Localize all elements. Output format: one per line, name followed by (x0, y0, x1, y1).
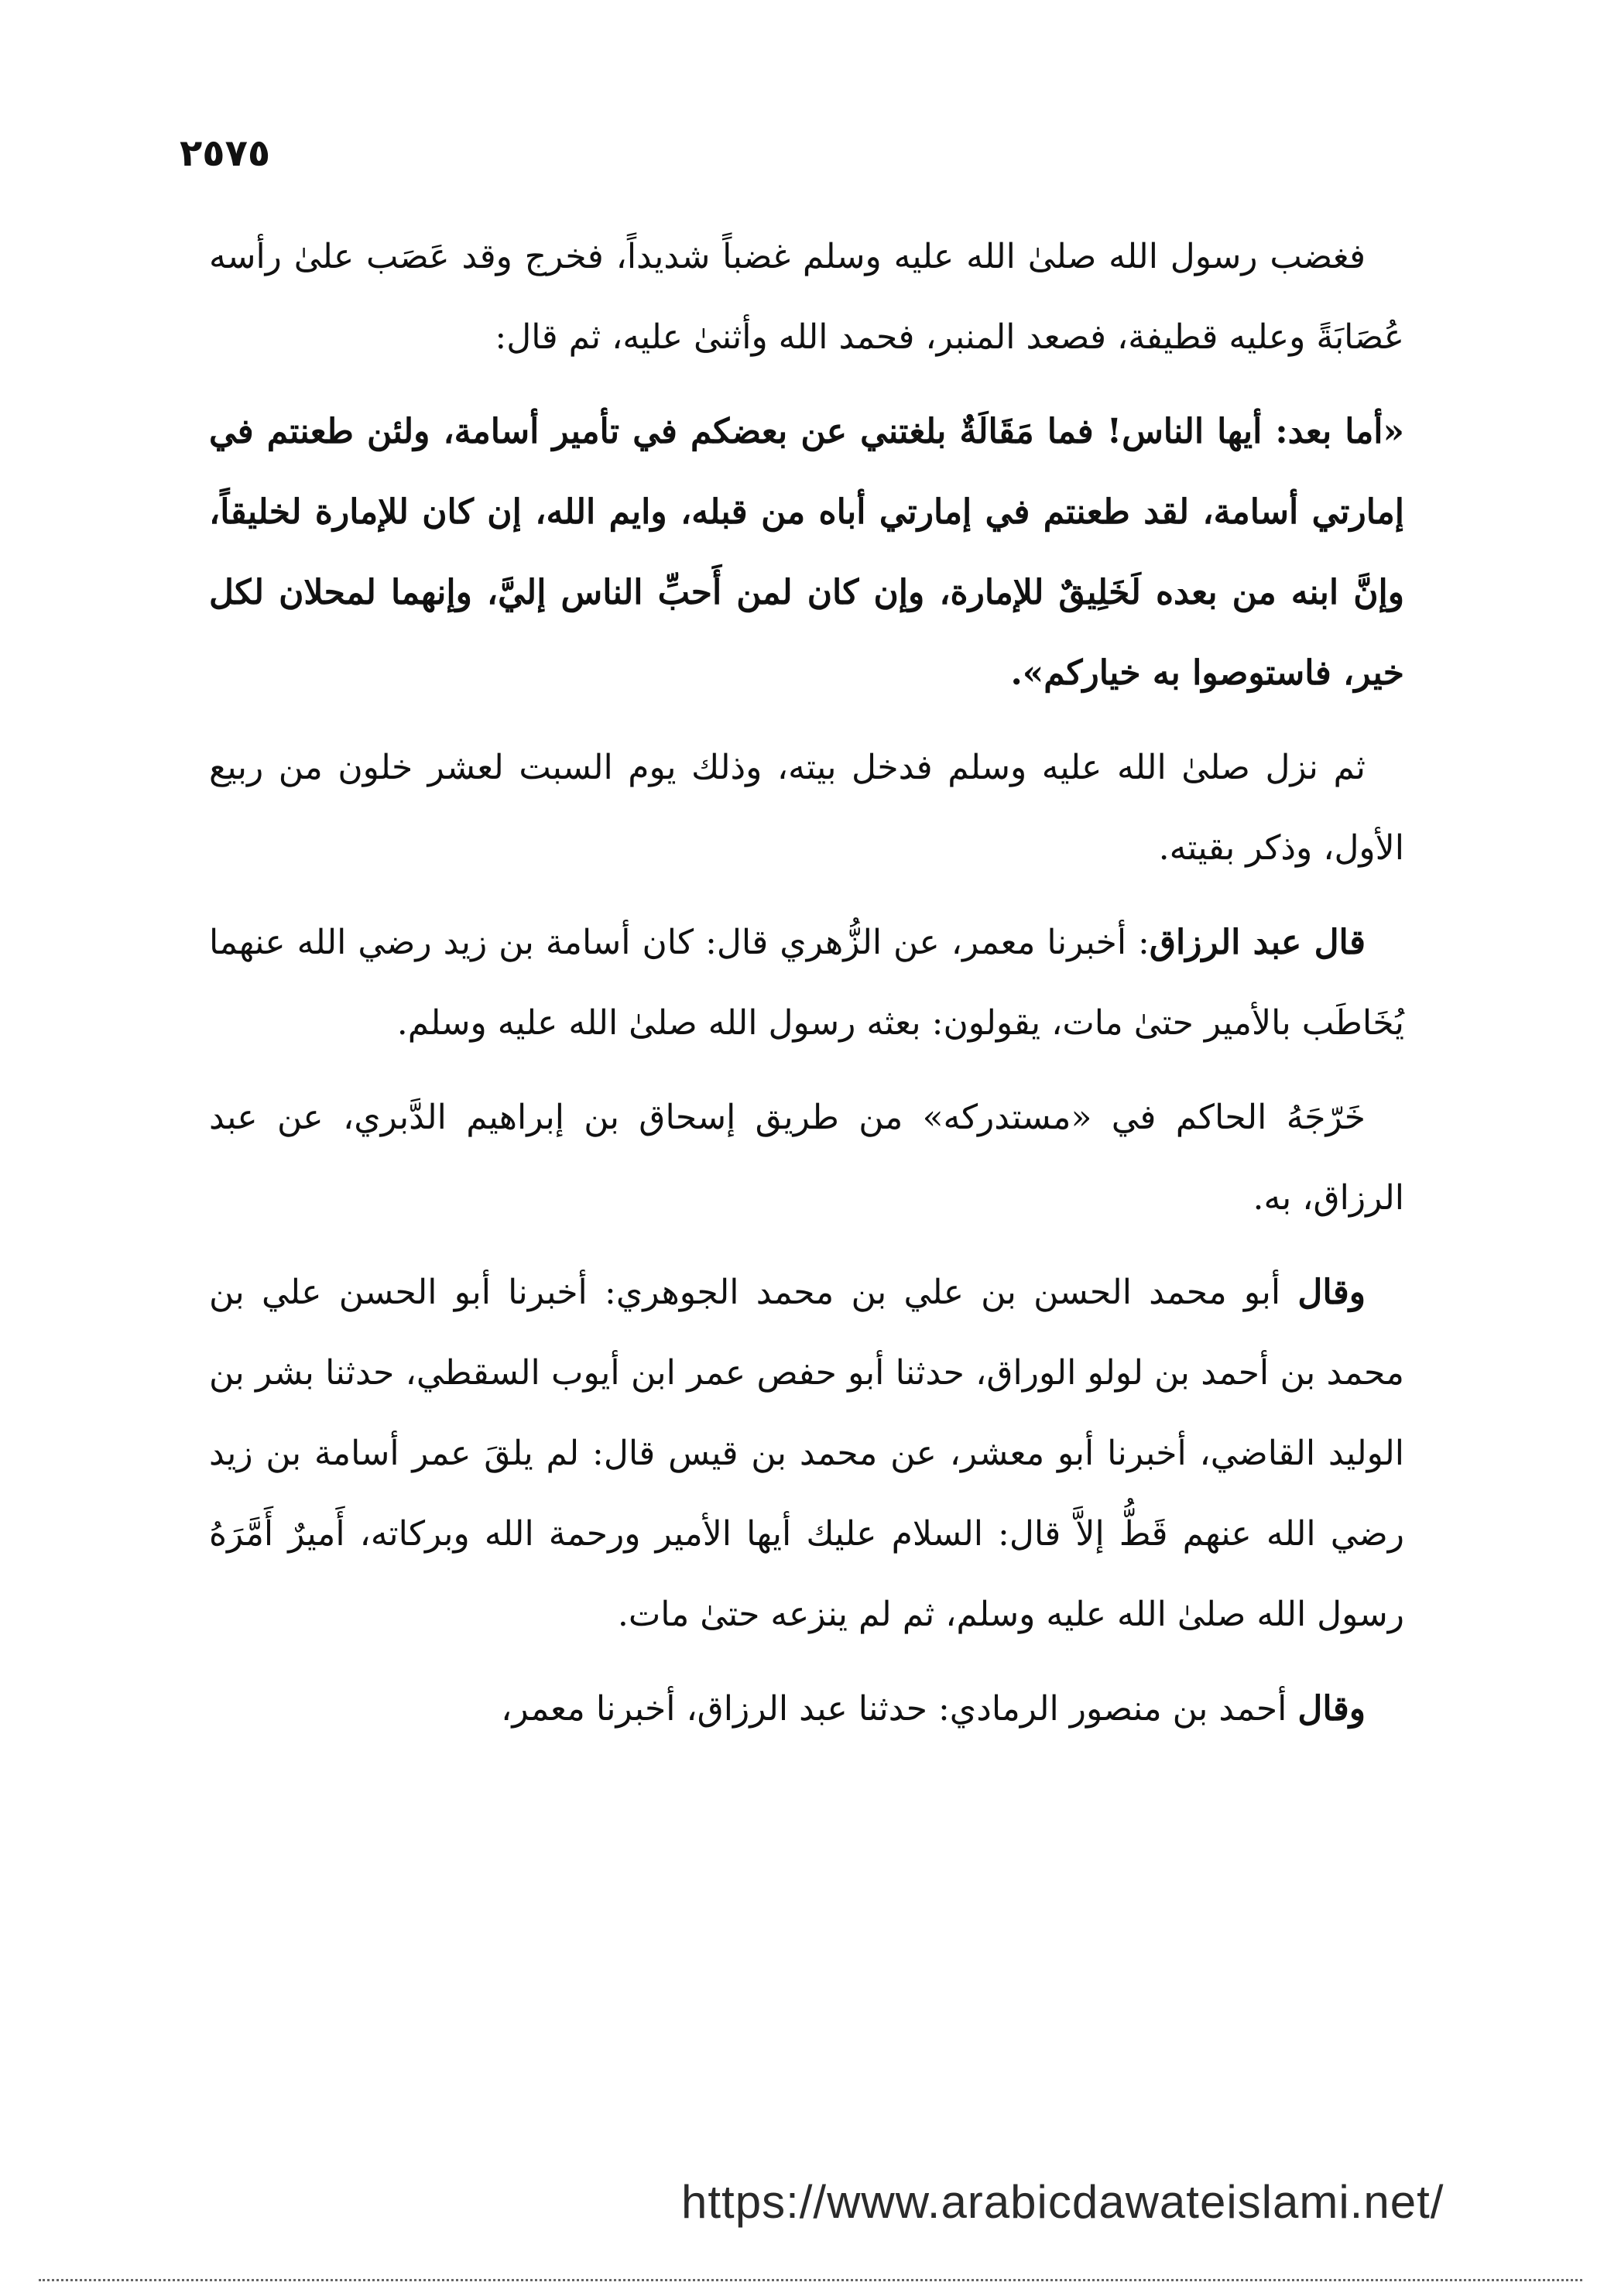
paragraph-lead: قال عبد الرزاق (1149, 923, 1366, 962)
paragraph-7 (209, 1669, 1404, 1749)
paragraph-6 (209, 1253, 1404, 1655)
paragraph-body: خَرّجَهُ الحاكم في «مستدركه» من طريق إسحاق بن إبراهيم الدَّبري، عن عبد الرزاق، به. (209, 1098, 1404, 1218)
page-number: ٢٥٧٥ (180, 132, 271, 175)
paragraph-body: ثم نزل صلىٰ الله عليه وسلم فدخل بيته، وذلك يوم السبت لعشر خلون من ربيع الأول، وذكر بقيته. (209, 748, 1404, 868)
paragraph-4 (209, 903, 1404, 1064)
paragraph-lead: وقال (1297, 1689, 1366, 1729)
paragraph-body: أحمد بن منصور الرمادي: حدثنا عبد الرزاق، أخبرنا معمر، (501, 1689, 1298, 1729)
book-text (209, 217, 1404, 1763)
paragraph-2-quoted-sermon (209, 392, 1404, 714)
paragraph-body: : أخبرنا معمر، عن الزُّهري قال: كان أسامة بن زيد رضي الله عنهما يُخَاطَب بالأمير حتىٰ مات، يقولون: بعثه رسول الله صلىٰ الله عليه وسلم. (209, 923, 1404, 1043)
paragraph-body: فغضب رسول الله صلىٰ الله عليه وسلم غضباً شديداً، فخرج وقد عَصَب علىٰ رأسه عُصَابَةً وعليه قطيفة، فصعد المنبر، فحمد الله وأثنىٰ عليه، ثم قال: (209, 237, 1404, 357)
bottom-scan-edge (39, 2279, 1582, 2281)
paragraph-5 (209, 1078, 1404, 1239)
paragraph-body: «أما بعد: أيها الناس! فما مَقَالَةٌ بلغتني عن بعضكم في تأمير أسامة، ولئن طعنتم في إمارتي أسامة، لقد طعنتم في إمارتي أباه من قبله، وايم الله، إن كان للإمارة لخليقاً، وإنَّ ابنه من بعده لَخَلِيقٌ للإمارة، وإن كان لمن أَحبِّ الناس إليَّ، وإنهما لمحلان لكل خير، فاستوصوا به خياركم». (209, 412, 1404, 693)
paragraph-lead: وقال (1297, 1273, 1366, 1312)
paragraph-1 (209, 217, 1404, 378)
paragraph-3 (209, 728, 1404, 889)
paragraph-body: أبو محمد الحسن بن علي بن محمد الجوهري: أخبرنا أبو الحسن علي بن محمد بن أحمد بن لولو الوراق، حدثنا أبو حفص عمر ابن أيوب السقطي، حدثنا بشر بن الوليد القاضي، أخبرنا أبو معشر، عن محمد بن قيس قال: لم يلقَ عمر أسامة بن زيد رضي الله عنهم قَطُّ إلاَّ قال: السلام عليك أيها الأمير ورحمة الله وبركاته، أَميرٌ أَمَّرَهُ رسول الله صلىٰ الله عليه وسلم، ثم لم ينزعه حتىٰ مات. (209, 1273, 1404, 1634)
source-url-watermark: https://www.arabicdawateislami.net/ (681, 2176, 1445, 2228)
